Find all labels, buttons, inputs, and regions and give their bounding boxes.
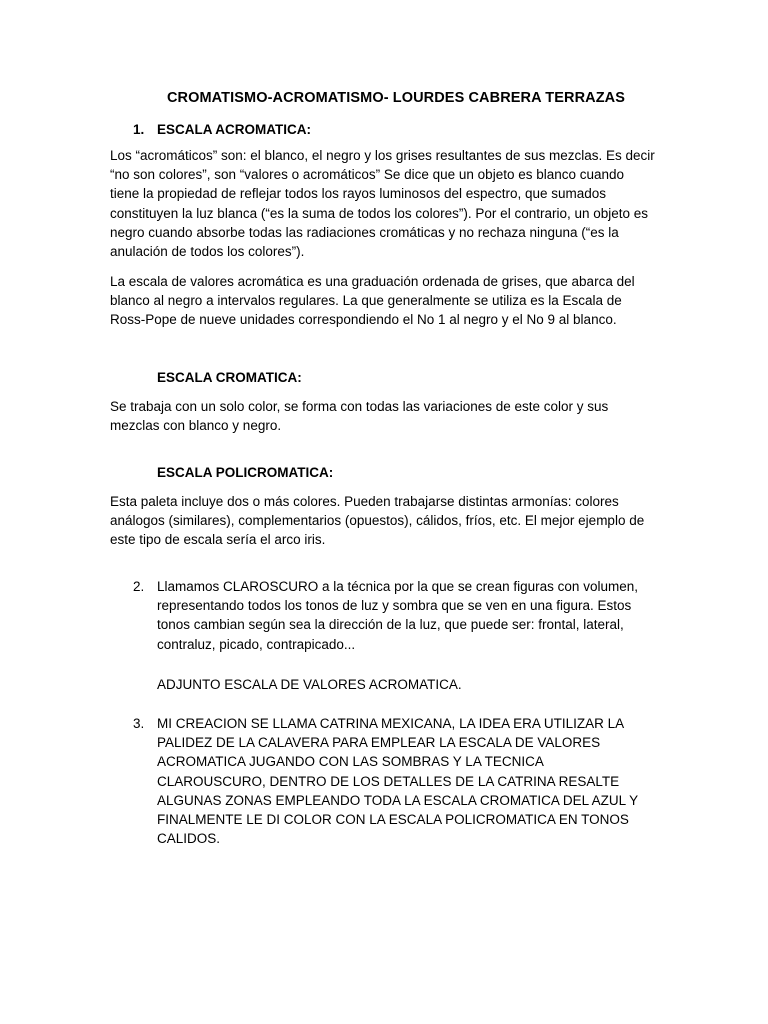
cromatica-heading: ESCALA CROMATICA: <box>157 370 302 385</box>
list-item-2-number: 2. <box>133 579 145 594</box>
policromatica-heading: ESCALA POLICROMATICA: <box>157 465 334 480</box>
section-1-number: 1. <box>133 122 145 137</box>
adjunto-note: ADJUNTO ESCALA DE VALORES ACROMATICA. <box>157 677 462 692</box>
list-item-2 <box>133 577 653 654</box>
section-1-heading <box>133 122 311 137</box>
list-item-3-number: 3. <box>133 716 145 731</box>
acromatica-paragraph-1: Los “acromáticos” son: el blanco, el negro y los grises resultantes de sus mezclas. Es decir “no son colores”, son “valores o acromáticos” Se dice que un objeto es blanco cuando tiene la propiedad de reflejar todos los rayos luminosos del espectro, que sumados constituyen la luz blanca (“es la suma de todos los colores”). Por el contrario, un objeto es negro cuando absorbe todas las radiaciones cromáticas y no rechaza ninguna (“es la anulación de todos los colores”). <box>110 148 655 260</box>
document-title: CROMATISMO-ACROMATISMO- LOURDES CABRERA TERRAZAS <box>166 90 626 106</box>
acromatica-paragraph-2: La escala de valores acromática es una graduación ordenada de grises, que abarca del blanco al negro a intervalos regulares. La que generalmente se utiliza es la Escala de Ross-Pope de nueve unidades correspondiendo el No 1 al negro y el No 9 al blanco. <box>110 274 635 328</box>
list-item-2-text: Llamamos CLAROSCURO a la técnica por la que se crean figuras con volumen, representando todos los tonos de luz y sombra que se ven en una figura. Estos tonos cambian según sea la dirección de la luz, que puede ser: frontal, lateral, contraluz, picado, contrapicado... <box>157 579 638 652</box>
cromatica-paragraph: Se trabaja con un solo color, se forma con todas las variaciones de este color y sus mezclas con blanco y negro. <box>110 399 609 434</box>
section-1-heading-text: ESCALA ACROMATICA: <box>157 122 311 137</box>
policromatica-paragraph: Esta paleta incluye dos o más colores. Pueden trabajarse distintas armonías: colores análogos (similares), complementarios (opuestos), cálidos, fríos, etc. El mejor ejemplo de este tipo de escala sería el arco iris. <box>110 494 645 548</box>
list-item-3-text: MI CREACION SE LLAMA CATRINA MEXICANA, LA IDEA ERA UTILIZAR LA PALIDEZ DE LA CALAVERA PARA EMPLEAR LA ESCALA DE VALORES ACROMATICA JUGANDO CON LAS SOMBRAS Y LA TECNICA CLAROUSCURO, DENTRO DE LOS DETALLES DE LA CATRINA RESALTE ALGUNAS ZONAS EMPLEANDO TODA LA ESCALA CROMATICA DEL AZUL Y FINALMENTE LE DI COLOR CON LA ESCALA POLICROMATICA EN TONOS CALIDOS. <box>157 716 638 847</box>
list-item-3 <box>133 714 653 848</box>
